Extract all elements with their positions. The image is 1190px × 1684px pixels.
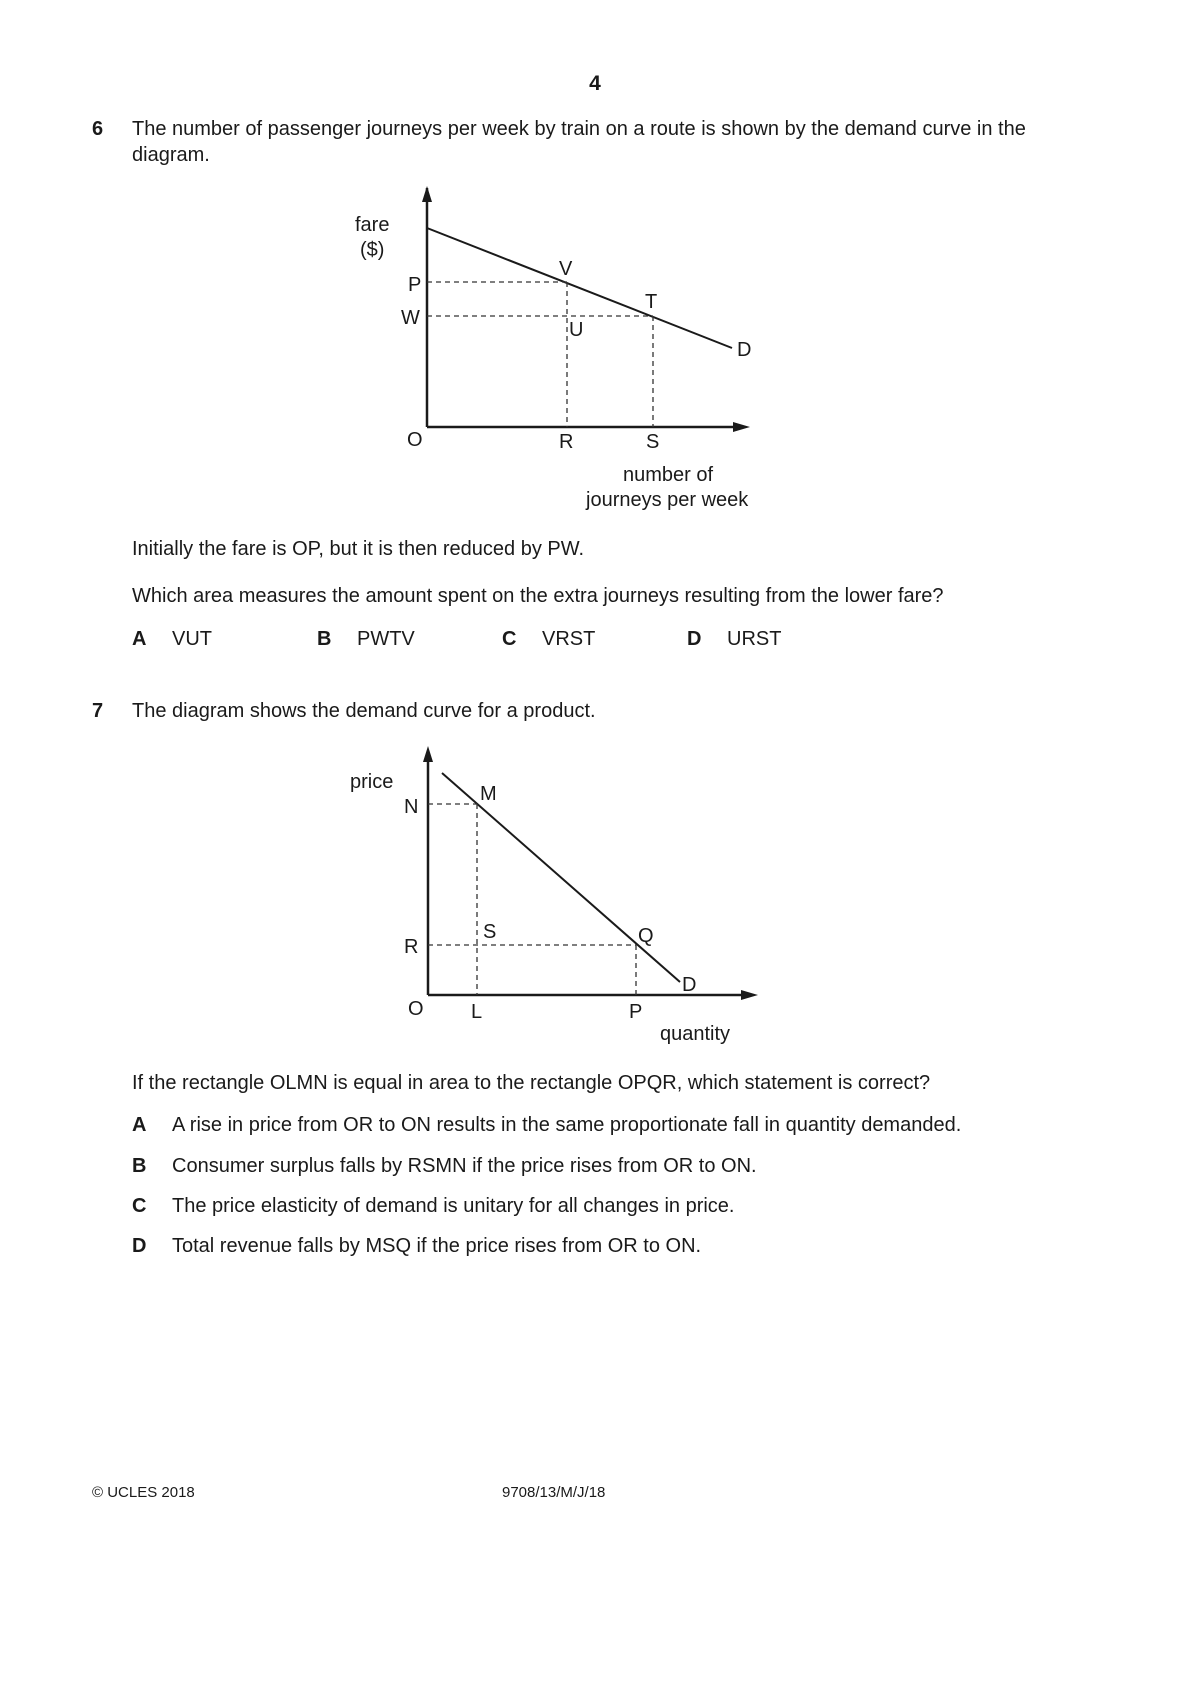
label-l: L [471, 1001, 483, 1023]
label-u: U [569, 319, 584, 341]
x-axis-label-1: number of [623, 464, 714, 486]
page-number: 4 [589, 72, 601, 95]
q7-option-c-letter: C [132, 1195, 147, 1217]
question-6-line-2: Which area measures the amount spent on the extra journeys resulting from the lower fare? [132, 585, 944, 607]
label-r: R [559, 431, 574, 453]
q6-option-c-text: VRST [542, 628, 596, 650]
label-s: S [646, 431, 660, 453]
question-6-line-1: Initially the fare is OP, but it is then reduced by PW. [132, 538, 585, 560]
q6-option-a-text: VUT [172, 628, 212, 650]
q7-option-b-letter: B [132, 1155, 147, 1177]
q6-option-b-text: PWTV [357, 628, 415, 650]
q7-option-a-text: A rise in price from OR to ON results in the same proportionate fall in quantity demanded. [172, 1114, 962, 1136]
y-axis-label-price: price [350, 771, 394, 793]
label-r: R [404, 936, 419, 958]
q7-option-b-text: Consumer surplus falls by RSMN if the price rises from OR to ON. [172, 1155, 757, 1177]
x-axis-arrow [733, 422, 750, 432]
x-axis-label-2: journeys per week [586, 489, 749, 511]
q7-option-c-text: The price elasticity of demand is unitary for all changes in price. [172, 1195, 735, 1217]
question-7-question: If the rectangle OLMN is equal in area to the rectangle OPQR, which statement is correct? [132, 1072, 931, 1094]
q6-option-a-letter: A [132, 628, 147, 650]
question-6-number: 6 [92, 118, 104, 140]
q6-option-c-letter: C [502, 628, 517, 650]
label-p: P [408, 274, 422, 296]
question-7-diagram [340, 740, 780, 1050]
x-axis-arrow [741, 990, 758, 1000]
y-axis-label-unit: ($) [360, 239, 385, 261]
q6-option-d-letter: D [687, 628, 702, 650]
footer-copyright: © UCLES 2018 [92, 1484, 195, 1501]
y-axis-label-fare: fare [355, 214, 390, 236]
q6-option-d-text: URST [727, 628, 782, 650]
label-p: P [629, 1001, 643, 1023]
question-7-stem: The diagram shows the demand curve for a product. [132, 700, 596, 722]
label-n: N [404, 796, 419, 818]
question-6-stem: The number of passenger journeys per week by train on a route is shown by the demand curve in the diagram. [132, 118, 1026, 166]
y-axis-arrow [423, 746, 433, 762]
label-d: D [682, 974, 697, 996]
question-6-diagram [340, 180, 780, 520]
q7-option-d-text: Total revenue falls by MSQ if the price rises from OR to ON. [172, 1235, 702, 1257]
label-t: T [645, 291, 658, 313]
label-o: O [408, 998, 424, 1020]
label-m: M [480, 783, 497, 805]
x-axis-label-quantity: quantity [660, 1023, 731, 1045]
q7-option-d-letter: D [132, 1235, 147, 1257]
footer-paper-code: 9708/13/M/J/18 [502, 1484, 606, 1501]
label-o: O [407, 429, 423, 451]
label-w: W [401, 307, 420, 329]
label-s: S [483, 921, 497, 943]
label-q: Q [638, 925, 654, 947]
label-d: D [737, 339, 752, 361]
y-axis-arrow [422, 186, 432, 202]
demand-curve [442, 773, 680, 982]
q6-option-b-letter: B [317, 628, 332, 650]
q7-option-a-letter: A [132, 1114, 147, 1136]
question-7-number: 7 [92, 700, 104, 722]
label-v: V [559, 258, 573, 280]
